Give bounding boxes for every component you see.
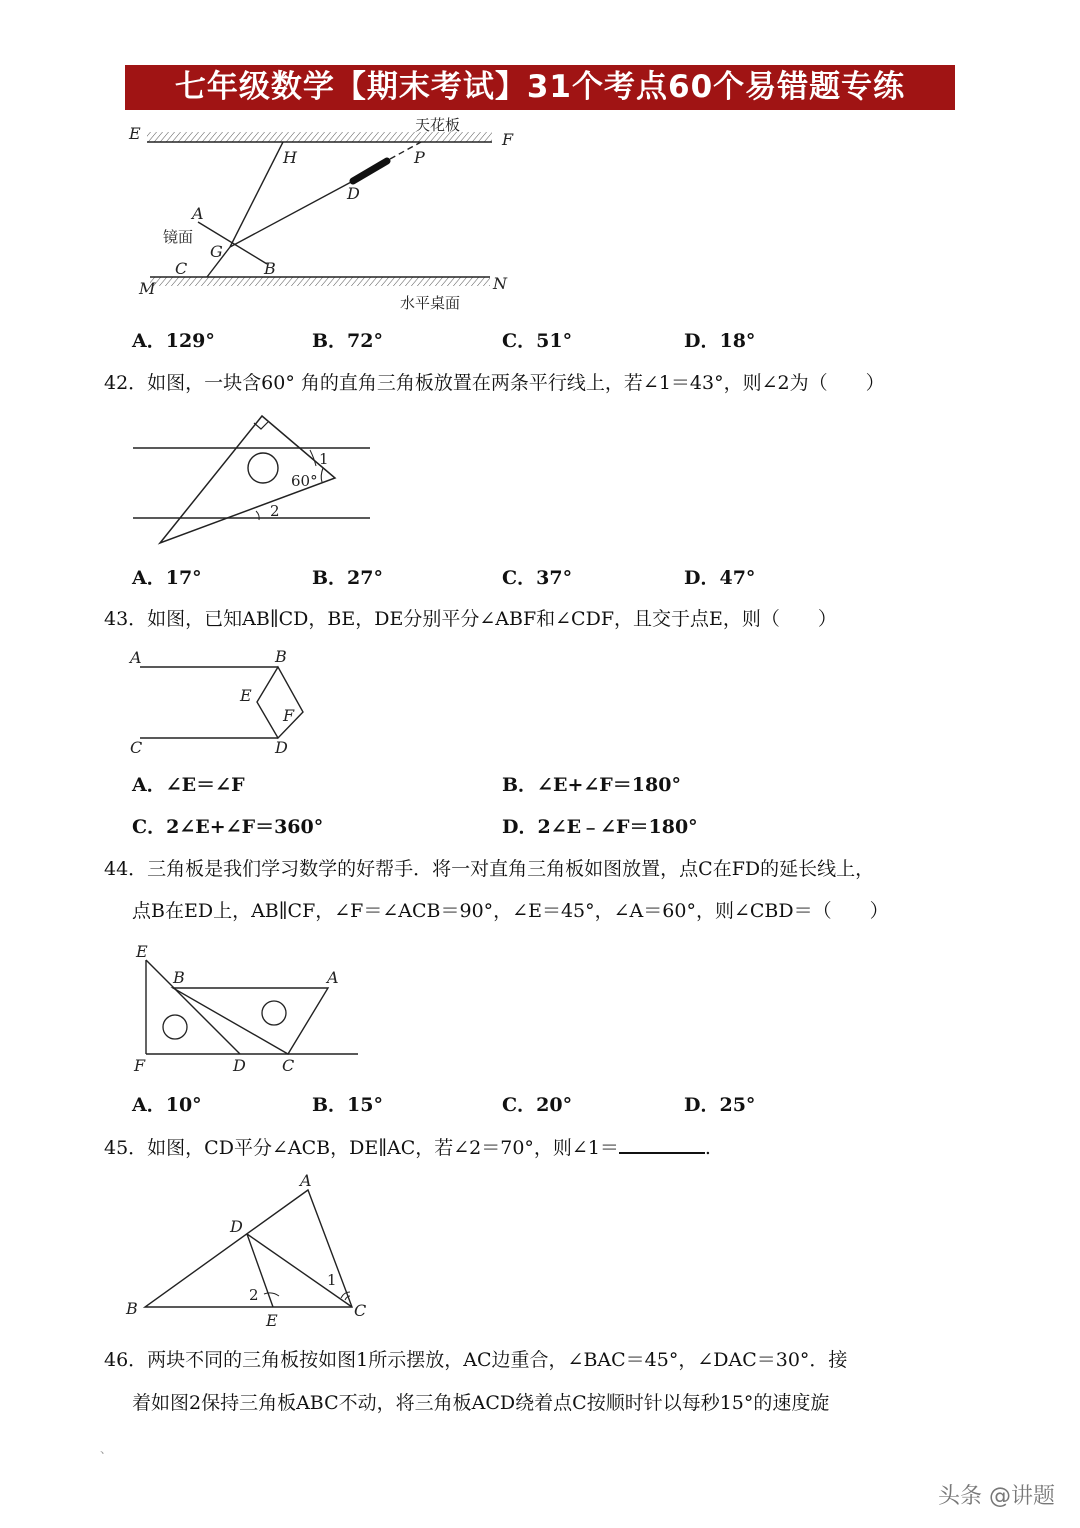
q43-label-F: F [283, 706, 295, 725]
q41-label-P: P [414, 148, 425, 167]
q44-label-D: D [233, 1056, 246, 1075]
q41-label-F: F [502, 130, 514, 149]
q43-label-E: E [240, 686, 252, 705]
q41-label-mirror: 镜面 [163, 228, 194, 246]
q44-figure [128, 938, 363, 1078]
q44-label-E: E [136, 942, 148, 961]
q41-label-ceiling: 天花板 [415, 116, 461, 134]
q45-label-1: 1 [327, 1271, 337, 1289]
q41-label-D: D [347, 184, 360, 203]
q41-option-b[interactable]: B．72° [312, 330, 383, 352]
q41-label-E: E [129, 124, 141, 143]
q41-label-desk: 水平桌面 [400, 294, 461, 312]
q41-option-c[interactable]: C．51° [502, 330, 573, 352]
q41-option-d[interactable]: D．18° [684, 330, 756, 352]
q41-label-C: C [175, 259, 188, 278]
q45-label-B: B [126, 1299, 138, 1318]
q45-label-D: D [230, 1217, 243, 1236]
q42-option-c[interactable]: C．37° [502, 567, 573, 589]
q41-label-A: A [192, 204, 204, 223]
q41-figure [125, 112, 525, 317]
q42-label-60: 60° [291, 472, 318, 490]
q45-figure [122, 1170, 377, 1330]
q44-label-C: C [282, 1056, 295, 1075]
watermark: 头条 @讲题 [938, 1484, 1055, 1509]
q45-answer-blank[interactable] [619, 1134, 705, 1154]
q42-option-d[interactable]: D．47° [684, 567, 756, 589]
q43-option-d[interactable]: D．2∠E﹣∠F＝180° [502, 816, 698, 838]
page-title-banner: 七年级数学【期末考试】31个考点60个易错题专练 [125, 65, 955, 110]
q44-option-a[interactable]: A．10° [132, 1094, 202, 1116]
q41-option-a[interactable]: A．129° [132, 330, 215, 352]
q41-label-N: N [493, 274, 507, 293]
q41-label-B: B [264, 259, 276, 278]
q45-label-C: C [354, 1301, 367, 1320]
q45-question [104, 1134, 711, 1161]
q43-label-C: C [130, 738, 143, 757]
q44-label-B: B [173, 968, 185, 987]
q45-label-E: E [266, 1311, 278, 1330]
q43-option-b[interactable]: B．∠E+∠F＝180° [502, 774, 681, 796]
page-mark: 、 [100, 1442, 113, 1456]
q42-figure [130, 410, 375, 550]
q44-option-d[interactable]: D．25° [684, 1094, 756, 1116]
q46-question-line1: 46．两块不同的三角板按如图1所示摆放，AC边重合，∠BAC＝45°，∠DAC＝30°．接 [104, 1349, 848, 1371]
q42-label-2: 2 [270, 502, 280, 520]
q41-label-G: G [210, 242, 223, 261]
q42-label-1: 1 [319, 450, 329, 468]
q43-label-B: B [275, 647, 287, 666]
q42-question: 42．如图，一块含60° 角的直角三角板放置在两条平行线上，若∠1＝43°，则∠2为（ ） [104, 372, 885, 394]
q42-option-a[interactable]: A．17° [132, 567, 202, 589]
q45-question-end: . [704, 1137, 711, 1159]
q43-label-A: A [130, 648, 142, 667]
q44-question-line1: 44．三角板是我们学习数学的好帮手．将一对直角三角板如图放置，点C在FD的延长线上， [104, 858, 875, 880]
q44-label-A: A [327, 968, 339, 987]
q41-label-M: M [139, 279, 156, 298]
q41-label-H: H [283, 148, 297, 167]
q44-question-line2: 点B在ED上，AB∥CF，∠F＝∠ACB＝90°，∠E＝45°，∠A＝60°，则∠CBD＝（ ） [132, 900, 889, 922]
q43-option-a[interactable]: A．∠E＝∠F [132, 774, 245, 796]
q44-option-c[interactable]: C．20° [502, 1094, 573, 1116]
q43-label-D: D [275, 738, 288, 757]
q45-label-2: 2 [249, 1286, 259, 1304]
q44-option-b[interactable]: B．15° [312, 1094, 383, 1116]
q45-label-A: A [300, 1171, 312, 1190]
q43-question: 43．如图，已知AB∥CD，BE，DE分别平分∠ABF和∠CDF，且交于点E，则（ ） [104, 608, 837, 630]
q42-option-b[interactable]: B．27° [312, 567, 383, 589]
q44-label-F: F [134, 1056, 146, 1075]
q43-option-c[interactable]: C．2∠E+∠F＝360° [132, 816, 324, 838]
q45-question-text: 45．如图，CD平分∠ACB，DE∥AC，若∠2＝70°，则∠1＝ [104, 1137, 619, 1159]
q43-figure [125, 645, 315, 760]
q46-question-line2: 着如图2保持三角板ABC不动，将三角板ACD绕着点C按顺时针以每秒15°的速度旋 [132, 1392, 830, 1414]
